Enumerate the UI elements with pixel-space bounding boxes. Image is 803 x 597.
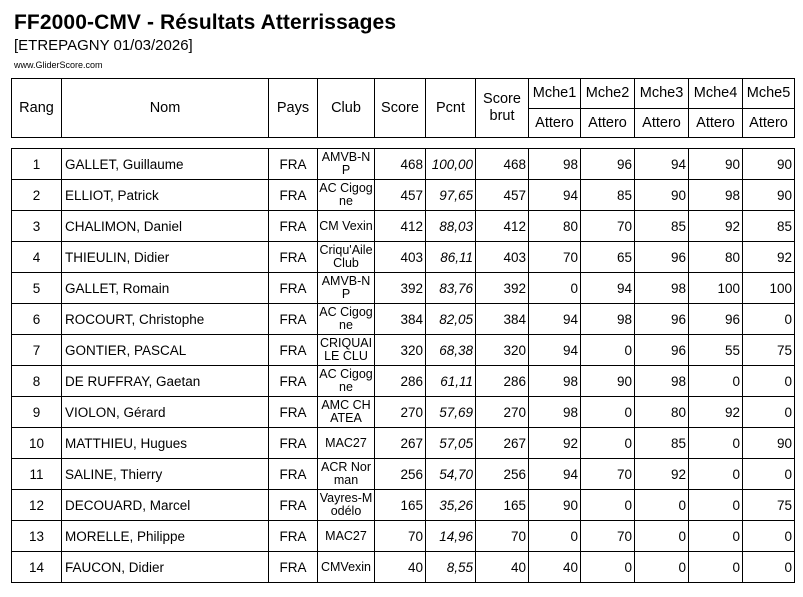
header-manche: Mche4 xyxy=(689,79,743,109)
round-score-cell: 94 xyxy=(529,459,581,490)
club-cell xyxy=(318,242,375,273)
percent-cell: 54,70 xyxy=(426,459,476,490)
raw-score-cell: 40 xyxy=(476,552,529,583)
round-score-cell: 92 xyxy=(529,428,581,459)
round-score-cell: 0 xyxy=(529,521,581,552)
rang-cell: 1 xyxy=(12,149,62,180)
pilot-name-cell: MATTHIEU, Hugues xyxy=(62,428,269,459)
percent-cell: 35,26 xyxy=(426,490,476,521)
club-label: ACR Norman xyxy=(320,460,371,487)
event-subtitle: [ETREPAGNY 01/03/2026] xyxy=(14,37,193,54)
pilot-name-cell: CHALIMON, Daniel xyxy=(62,211,269,242)
round-score-cell: 0 xyxy=(689,521,743,552)
score-cell: 40 xyxy=(375,552,426,583)
raw-score-cell: 256 xyxy=(476,459,529,490)
percent-cell: 61,11 xyxy=(426,366,476,397)
country-cell: FRA xyxy=(269,521,318,552)
round-score-cell: 96 xyxy=(689,304,743,335)
round-score-cell: 0 xyxy=(581,397,635,428)
club-cell xyxy=(318,552,375,583)
rang-cell: 10 xyxy=(12,428,62,459)
round-score-cell: 0 xyxy=(635,490,689,521)
country-cell: FRA xyxy=(269,490,318,521)
round-score-cell: 0 xyxy=(635,521,689,552)
table-row xyxy=(12,366,795,397)
table-row xyxy=(12,552,795,583)
club-cell xyxy=(318,304,375,335)
country-cell: FRA xyxy=(269,366,318,397)
round-score-cell: 0 xyxy=(743,397,795,428)
header-score-brut-line1: Score xyxy=(483,91,521,107)
header-manche: Mche1 xyxy=(529,79,581,109)
round-score-cell: 70 xyxy=(581,459,635,490)
table-row xyxy=(12,490,795,521)
round-score-cell: 0 xyxy=(581,428,635,459)
rang-cell: 6 xyxy=(12,304,62,335)
round-score-cell: 70 xyxy=(581,521,635,552)
round-score-cell: 92 xyxy=(689,397,743,428)
round-score-cell: 0 xyxy=(689,366,743,397)
header-nom: Nom xyxy=(62,79,269,138)
header-manche-task: Attero xyxy=(581,108,635,138)
raw-score-cell: 392 xyxy=(476,273,529,304)
round-score-cell: 0 xyxy=(743,552,795,583)
round-score-cell: 98 xyxy=(635,366,689,397)
rang-cell: 3 xyxy=(12,211,62,242)
header-pcnt: Pcnt xyxy=(426,79,476,138)
round-score-cell: 90 xyxy=(529,490,581,521)
pilot-name-cell: GALLET, Romain xyxy=(62,273,269,304)
score-cell: 403 xyxy=(375,242,426,273)
pilot-name-cell: MORELLE, Philippe xyxy=(62,521,269,552)
score-cell: 286 xyxy=(375,366,426,397)
header-manche-task: Attero xyxy=(689,108,743,138)
club-label: CM Vexin xyxy=(319,218,373,233)
raw-score-cell: 468 xyxy=(476,149,529,180)
round-score-cell: 98 xyxy=(529,366,581,397)
site-credit: www.GliderScore.com xyxy=(14,60,103,70)
round-score-cell: 75 xyxy=(743,335,795,366)
table-row xyxy=(12,304,795,335)
country-cell: FRA xyxy=(269,428,318,459)
pilot-name-cell: DE RUFFRAY, Gaetan xyxy=(62,366,269,397)
round-score-cell: 94 xyxy=(529,180,581,211)
round-score-cell: 100 xyxy=(689,273,743,304)
rang-cell: 2 xyxy=(12,180,62,211)
club-cell xyxy=(318,366,375,397)
rang-cell: 8 xyxy=(12,366,62,397)
club-label: AMVB-NP xyxy=(321,150,371,177)
raw-score-cell: 320 xyxy=(476,335,529,366)
club-label: AC Cigogne xyxy=(319,367,373,394)
round-score-cell: 94 xyxy=(529,304,581,335)
round-score-cell: 94 xyxy=(635,149,689,180)
results-header xyxy=(11,78,795,138)
pilot-name-cell: ROCOURT, Christophe xyxy=(62,304,269,335)
round-score-cell: 0 xyxy=(689,552,743,583)
score-cell: 267 xyxy=(375,428,426,459)
header-score-brut xyxy=(476,79,529,138)
raw-score-cell: 384 xyxy=(476,304,529,335)
club-label: AMVB-NP xyxy=(321,274,371,301)
club-label: Criqu'Aile Club xyxy=(319,243,377,270)
page-title: FF2000-CMV - Résultats Atterrissages xyxy=(14,11,397,34)
table-row xyxy=(12,397,795,428)
club-label: CRIQUAILE CLU xyxy=(319,336,373,363)
round-score-cell: 96 xyxy=(581,149,635,180)
round-score-cell: 98 xyxy=(689,180,743,211)
score-cell: 468 xyxy=(375,149,426,180)
country-cell: FRA xyxy=(269,459,318,490)
score-cell: 256 xyxy=(375,459,426,490)
round-score-cell: 92 xyxy=(743,242,795,273)
table-row xyxy=(12,273,795,304)
raw-score-cell: 286 xyxy=(476,366,529,397)
percent-cell: 14,96 xyxy=(426,521,476,552)
round-score-cell: 85 xyxy=(635,211,689,242)
round-score-cell: 0 xyxy=(743,304,795,335)
rang-cell: 11 xyxy=(12,459,62,490)
club-label: AC Cigogne xyxy=(319,305,373,332)
round-score-cell: 65 xyxy=(581,242,635,273)
score-cell: 70 xyxy=(375,521,426,552)
pilot-name-cell: GALLET, Guillaume xyxy=(62,149,269,180)
round-score-cell: 40 xyxy=(529,552,581,583)
country-cell: FRA xyxy=(269,149,318,180)
raw-score-cell: 267 xyxy=(476,428,529,459)
round-score-cell: 70 xyxy=(581,211,635,242)
pilot-name-cell: FAUCON, Didier xyxy=(62,552,269,583)
header-score-brut-line2: brut xyxy=(489,108,515,124)
country-cell: FRA xyxy=(269,273,318,304)
header-manche: Mche5 xyxy=(743,79,795,109)
round-score-cell: 94 xyxy=(581,273,635,304)
country-cell: FRA xyxy=(269,180,318,211)
round-score-cell: 80 xyxy=(635,397,689,428)
percent-cell: 83,76 xyxy=(426,273,476,304)
raw-score-cell: 70 xyxy=(476,521,529,552)
round-score-cell: 90 xyxy=(743,428,795,459)
rang-cell: 7 xyxy=(12,335,62,366)
score-cell: 320 xyxy=(375,335,426,366)
results-table xyxy=(11,148,795,583)
round-score-cell: 90 xyxy=(689,149,743,180)
percent-cell: 100,00 xyxy=(426,149,476,180)
country-cell: FRA xyxy=(269,552,318,583)
round-score-cell: 80 xyxy=(529,211,581,242)
header-rang: Rang xyxy=(12,79,62,138)
table-row xyxy=(12,521,795,552)
club-cell xyxy=(318,149,375,180)
rang-cell: 13 xyxy=(12,521,62,552)
header-pays: Pays xyxy=(269,79,318,138)
rang-cell: 14 xyxy=(12,552,62,583)
percent-cell: 82,05 xyxy=(426,304,476,335)
round-score-cell: 100 xyxy=(743,273,795,304)
score-cell: 457 xyxy=(375,180,426,211)
round-score-cell: 90 xyxy=(581,366,635,397)
club-cell xyxy=(318,180,375,211)
round-score-cell: 90 xyxy=(635,180,689,211)
club-label: CMVexin xyxy=(320,559,372,574)
round-score-cell: 92 xyxy=(689,211,743,242)
raw-score-cell: 403 xyxy=(476,242,529,273)
header-manche: Mche2 xyxy=(581,79,635,109)
header-score: Score xyxy=(375,79,426,138)
table-row xyxy=(12,459,795,490)
percent-cell: 57,05 xyxy=(426,428,476,459)
header-manche: Mche3 xyxy=(635,79,689,109)
pilot-name-cell: GONTIER, PASCAL xyxy=(62,335,269,366)
round-score-cell: 80 xyxy=(689,242,743,273)
club-cell xyxy=(318,211,375,242)
rang-cell: 9 xyxy=(12,397,62,428)
table-row xyxy=(12,211,795,242)
round-score-cell: 0 xyxy=(635,552,689,583)
table-row xyxy=(12,428,795,459)
score-cell: 165 xyxy=(375,490,426,521)
header-club: Club xyxy=(318,79,375,138)
round-score-cell: 98 xyxy=(635,273,689,304)
round-score-cell: 0 xyxy=(581,335,635,366)
percent-cell: 88,03 xyxy=(426,211,476,242)
round-score-cell: 90 xyxy=(743,149,795,180)
raw-score-cell: 270 xyxy=(476,397,529,428)
percent-cell: 68,38 xyxy=(426,335,476,366)
percent-cell: 86,11 xyxy=(426,242,476,273)
pilot-name-cell: DECOUARD, Marcel xyxy=(62,490,269,521)
round-score-cell: 0 xyxy=(689,490,743,521)
header-manche-task: Attero xyxy=(529,108,581,138)
round-score-cell: 75 xyxy=(743,490,795,521)
round-score-cell: 98 xyxy=(529,397,581,428)
round-score-cell: 0 xyxy=(581,490,635,521)
round-score-cell: 98 xyxy=(581,304,635,335)
header-manche-task: Attero xyxy=(743,108,795,138)
table-row xyxy=(12,180,795,211)
rang-cell: 4 xyxy=(12,242,62,273)
country-cell: FRA xyxy=(269,304,318,335)
round-score-cell: 0 xyxy=(743,521,795,552)
round-score-cell: 90 xyxy=(743,180,795,211)
round-score-cell: 94 xyxy=(529,335,581,366)
percent-cell: 97,65 xyxy=(426,180,476,211)
round-score-cell: 70 xyxy=(529,242,581,273)
raw-score-cell: 457 xyxy=(476,180,529,211)
round-score-cell: 0 xyxy=(529,273,581,304)
header-manche-task: Attero xyxy=(635,108,689,138)
round-score-cell: 0 xyxy=(581,552,635,583)
score-cell: 384 xyxy=(375,304,426,335)
club-label: AMC CHATEA xyxy=(321,398,371,425)
score-cell: 392 xyxy=(375,273,426,304)
round-score-cell: 96 xyxy=(635,242,689,273)
pilot-name-cell: SALINE, Thierry xyxy=(62,459,269,490)
round-score-cell: 85 xyxy=(743,211,795,242)
round-score-cell: 92 xyxy=(635,459,689,490)
percent-cell: 8,55 xyxy=(426,552,476,583)
club-cell xyxy=(318,428,375,459)
round-score-cell: 85 xyxy=(581,180,635,211)
club-cell xyxy=(318,521,375,552)
table-row xyxy=(12,149,795,180)
round-score-cell: 55 xyxy=(689,335,743,366)
country-cell: FRA xyxy=(269,242,318,273)
club-cell xyxy=(318,273,375,304)
raw-score-cell: 165 xyxy=(476,490,529,521)
club-label: MAC27 xyxy=(325,435,367,450)
club-label: MAC27 xyxy=(325,528,367,543)
round-score-cell: 85 xyxy=(635,428,689,459)
raw-score-cell: 412 xyxy=(476,211,529,242)
country-cell: FRA xyxy=(269,397,318,428)
round-score-cell: 0 xyxy=(689,428,743,459)
round-score-cell: 0 xyxy=(689,459,743,490)
club-cell xyxy=(318,335,375,366)
score-cell: 270 xyxy=(375,397,426,428)
rang-cell: 5 xyxy=(12,273,62,304)
pilot-name-cell: THIEULIN, Didier xyxy=(62,242,269,273)
round-score-cell: 0 xyxy=(743,459,795,490)
club-cell xyxy=(318,397,375,428)
club-label: AC Cigogne xyxy=(319,181,373,208)
round-score-cell: 96 xyxy=(635,335,689,366)
country-cell: FRA xyxy=(269,335,318,366)
percent-cell: 57,69 xyxy=(426,397,476,428)
score-cell: 412 xyxy=(375,211,426,242)
table-row xyxy=(12,242,795,273)
club-cell xyxy=(318,490,375,521)
pilot-name-cell: VIOLON, Gérard xyxy=(62,397,269,428)
round-score-cell: 98 xyxy=(529,149,581,180)
club-label: Vayres-Modélo xyxy=(319,491,373,518)
club-cell xyxy=(318,459,375,490)
rang-cell: 12 xyxy=(12,490,62,521)
pilot-name-cell: ELLIOT, Patrick xyxy=(62,180,269,211)
round-score-cell: 0 xyxy=(743,366,795,397)
table-row xyxy=(12,335,795,366)
country-cell: FRA xyxy=(269,211,318,242)
round-score-cell: 96 xyxy=(635,304,689,335)
